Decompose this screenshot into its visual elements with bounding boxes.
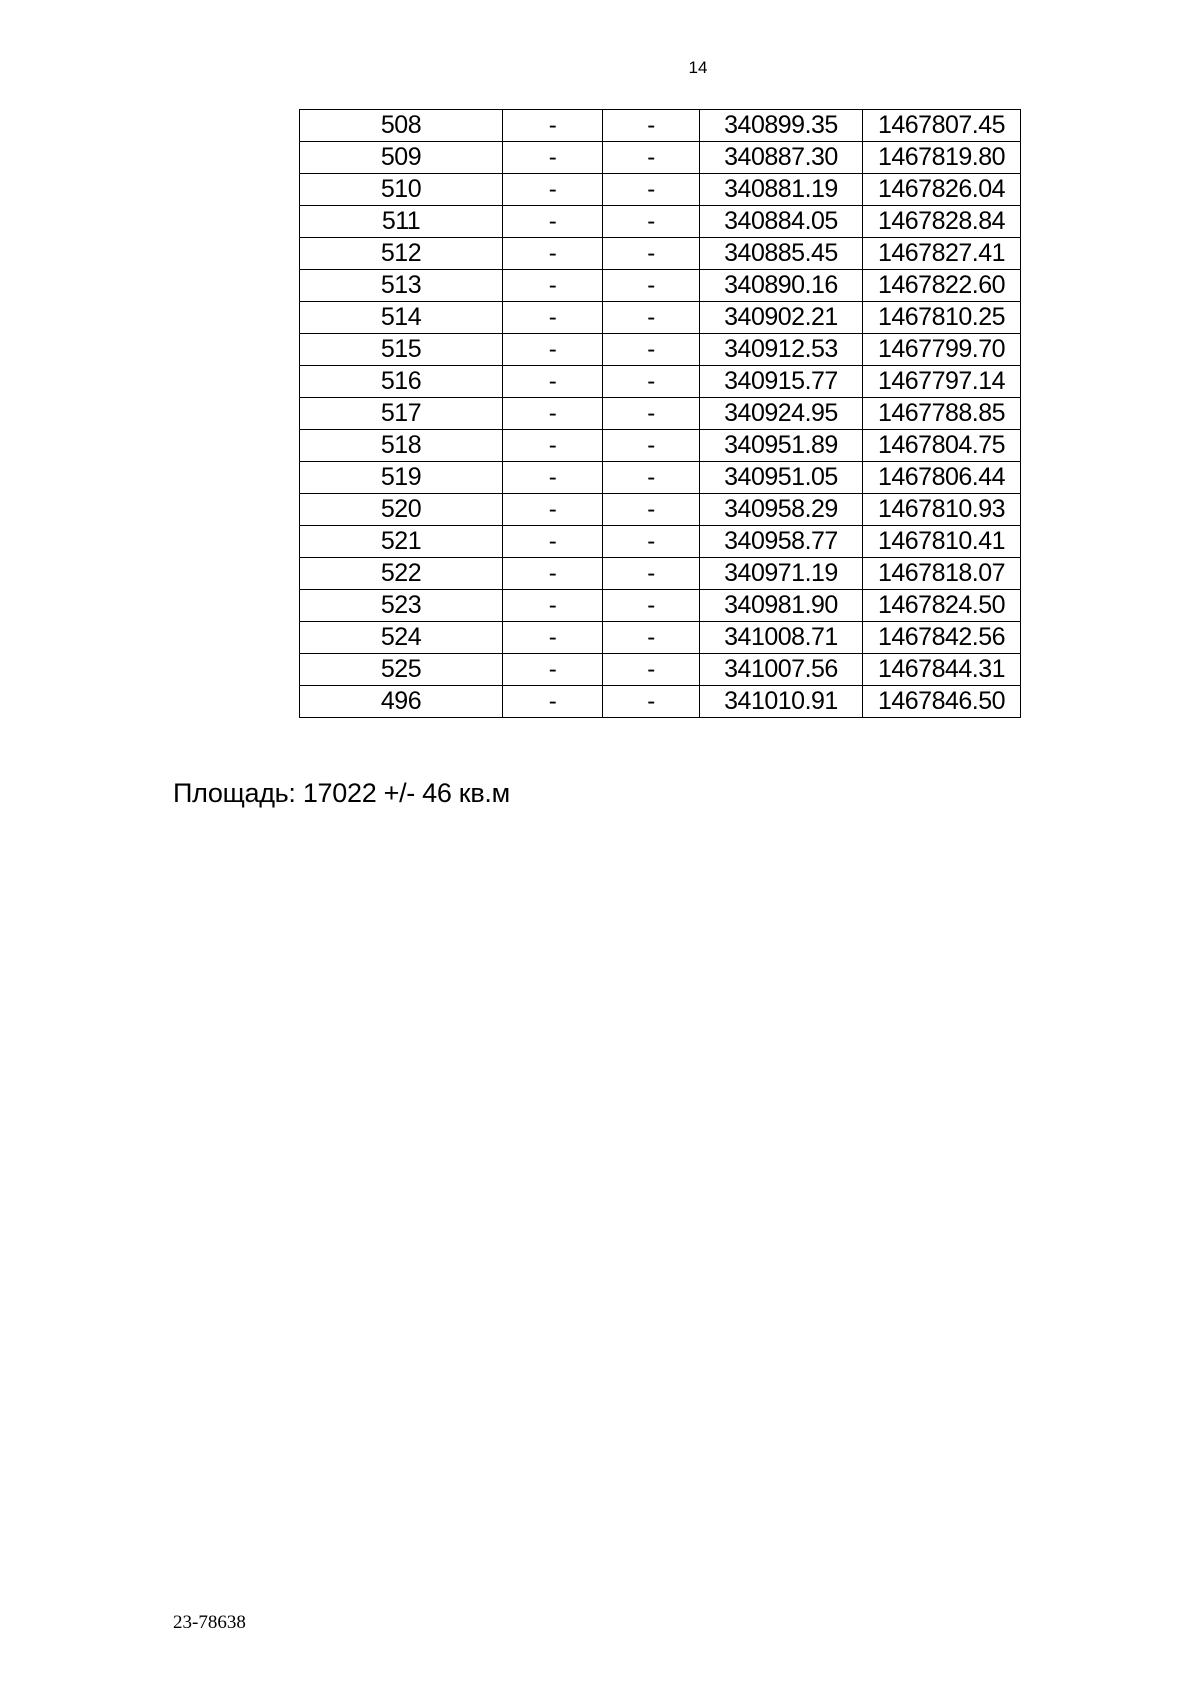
point-number-cell: 516 [300,366,503,398]
dash-cell: - [503,142,603,174]
y-coordinate-cell: 1467846.50 [863,686,1021,718]
point-number-cell: 525 [300,654,503,686]
x-coordinate-cell: 340881.19 [700,174,863,206]
y-coordinate-cell: 1467828.84 [863,206,1021,238]
point-number-cell: 521 [300,526,503,558]
point-number-cell: 517 [300,398,503,430]
table-row [300,110,1021,142]
point-number-cell: 511 [300,206,503,238]
dash-cell: - [603,654,700,686]
dash-cell: - [603,590,700,622]
y-coordinate-cell: 1467842.56 [863,622,1021,654]
dash-cell: - [503,430,603,462]
dash-cell: - [503,526,603,558]
document-number: 23-78638 [173,1612,246,1633]
x-coordinate-cell: 340890.16 [700,270,863,302]
point-number-cell: 518 [300,430,503,462]
table-row [300,590,1021,622]
dash-cell: - [603,206,700,238]
dash-cell: - [603,366,700,398]
x-coordinate-cell: 340915.77 [700,366,863,398]
table-row [300,398,1021,430]
x-coordinate-cell: 340958.29 [700,494,863,526]
dash-cell: - [603,494,700,526]
dash-cell: - [603,174,700,206]
coordinates-table-body [300,110,1021,718]
dash-cell: - [503,206,603,238]
x-coordinate-cell: 340887.30 [700,142,863,174]
point-number-cell: 520 [300,494,503,526]
dash-cell: - [503,238,603,270]
x-coordinate-cell: 340884.05 [700,206,863,238]
dash-cell: - [503,622,603,654]
dash-cell: - [503,174,603,206]
y-coordinate-cell: 1467806.44 [863,462,1021,494]
y-coordinate-cell: 1467799.70 [863,334,1021,366]
dash-cell: - [603,462,700,494]
y-coordinate-cell: 1467810.41 [863,526,1021,558]
dash-cell: - [503,398,603,430]
point-number-cell: 523 [300,590,503,622]
table-row [300,494,1021,526]
y-coordinate-cell: 1467810.25 [863,302,1021,334]
point-number-cell: 508 [300,110,503,142]
dash-cell: - [603,270,700,302]
y-coordinate-cell: 1467822.60 [863,270,1021,302]
dash-cell: - [503,558,603,590]
y-coordinate-cell: 1467818.07 [863,558,1021,590]
dash-cell: - [603,430,700,462]
point-number-cell: 522 [300,558,503,590]
dash-cell: - [503,686,603,718]
point-number-cell: 519 [300,462,503,494]
y-coordinate-cell: 1467797.14 [863,366,1021,398]
x-coordinate-cell: 340899.35 [700,110,863,142]
x-coordinate-cell: 340912.53 [700,334,863,366]
dash-cell: - [603,622,700,654]
dash-cell: - [603,302,700,334]
dash-cell: - [603,110,700,142]
y-coordinate-cell: 1467844.31 [863,654,1021,686]
dash-cell: - [603,398,700,430]
table-row [300,622,1021,654]
coordinates-table [299,109,1021,718]
x-coordinate-cell: 340981.90 [700,590,863,622]
x-coordinate-cell: 340924.95 [700,398,863,430]
dash-cell: - [503,334,603,366]
area-text: Площадь: 17022 +/- 46 кв.м [173,778,510,808]
x-coordinate-cell: 340902.21 [700,302,863,334]
y-coordinate-cell: 1467810.93 [863,494,1021,526]
dash-cell: - [503,654,603,686]
table-row [300,366,1021,398]
dash-cell: - [603,334,700,366]
point-number-cell: 513 [300,270,503,302]
dash-cell: - [503,590,603,622]
table-row [300,334,1021,366]
dash-cell: - [603,686,700,718]
page-number-text: 14 [688,58,708,77]
dash-cell: - [603,142,700,174]
y-coordinate-cell: 1467826.04 [863,174,1021,206]
table-row [300,142,1021,174]
table-row [300,526,1021,558]
point-number-cell: 512 [300,238,503,270]
x-coordinate-cell: 340951.89 [700,430,863,462]
point-number-cell: 524 [300,622,503,654]
table-row [300,558,1021,590]
table-row [300,654,1021,686]
y-coordinate-cell: 1467827.41 [863,238,1021,270]
page-number [0,58,1200,78]
y-coordinate-cell: 1467788.85 [863,398,1021,430]
x-coordinate-cell: 340885.45 [700,238,863,270]
table-row [300,686,1021,718]
dash-cell: - [503,270,603,302]
x-coordinate-cell: 341010.91 [700,686,863,718]
x-coordinate-cell: 341008.71 [700,622,863,654]
table-row [300,206,1021,238]
dash-cell: - [503,462,603,494]
table-row [300,302,1021,334]
point-number-cell: 509 [300,142,503,174]
y-coordinate-cell: 1467824.50 [863,590,1021,622]
x-coordinate-cell: 340971.19 [700,558,863,590]
table-row [300,270,1021,302]
point-number-cell: 515 [300,334,503,366]
dash-cell: - [603,526,700,558]
dash-cell: - [503,110,603,142]
table-row [300,430,1021,462]
point-number-cell: 514 [300,302,503,334]
point-number-cell: 510 [300,174,503,206]
dash-cell: - [503,494,603,526]
point-number-cell: 496 [300,686,503,718]
x-coordinate-cell: 341007.56 [700,654,863,686]
dash-cell: - [603,238,700,270]
x-coordinate-cell: 340951.05 [700,462,863,494]
dash-cell: - [503,366,603,398]
dash-cell: - [503,302,603,334]
y-coordinate-cell: 1467819.80 [863,142,1021,174]
y-coordinate-cell: 1467807.45 [863,110,1021,142]
y-coordinate-cell: 1467804.75 [863,430,1021,462]
x-coordinate-cell: 340958.77 [700,526,863,558]
table-row [300,238,1021,270]
table-row [300,174,1021,206]
table-row [300,462,1021,494]
dash-cell: - [603,558,700,590]
